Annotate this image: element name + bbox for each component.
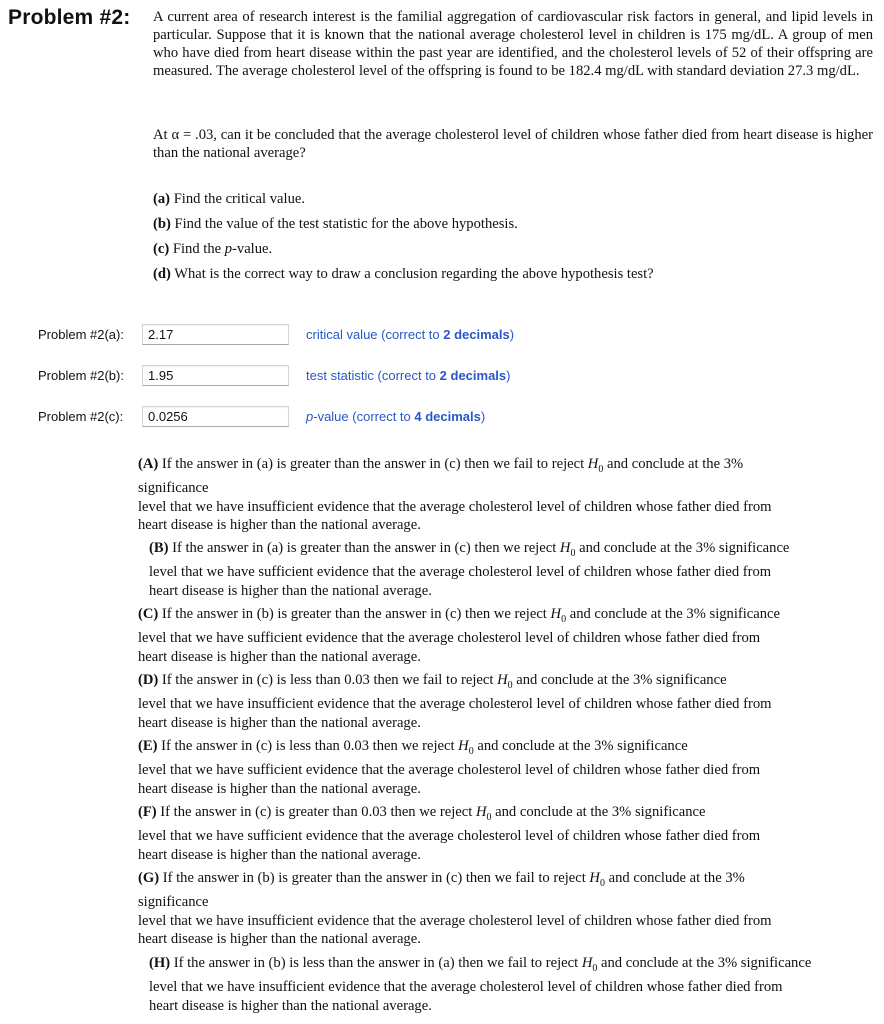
option-text-line: heart disease is higher than the national average.	[138, 780, 421, 797]
answer-label: Problem #2(a):	[38, 327, 124, 342]
option-text-line: significance	[138, 894, 209, 911]
part-a	[153, 191, 305, 208]
option-text-cont: and conclude at the 3%	[604, 870, 745, 886]
h0-symbol: $H_0$	[559, 540, 576, 559]
part-d	[153, 266, 654, 283]
option-text: If the answer in (a) is greater than the answer in (c) then we reject	[172, 540, 560, 556]
hint-text: test statistic (correct to	[306, 368, 440, 383]
option-text: If the answer in (c) is less than 0.03 then we reject	[161, 738, 459, 754]
option-text-line: heart disease is higher than the national average.	[149, 582, 432, 599]
option-text-line: level that we have sufficient evidence that the average cholesterol level of children whose father died from	[138, 828, 761, 845]
option-text-line: heart disease is higher than the national average.	[138, 648, 421, 665]
hint-text: critical value (correct to	[306, 327, 444, 342]
option-e[interactable]	[138, 737, 878, 798]
option-text-cont: and conclude at the 3% significance	[491, 804, 706, 820]
part-label: (b)	[153, 216, 171, 232]
option-text-line: level that we have insufficient evidence that the average cholesterol level of children whose father died from	[138, 498, 772, 515]
option-text-line: level that we have sufficient evidence that the average cholesterol level of children whose father died from	[138, 762, 761, 779]
hint-close: )	[480, 409, 486, 424]
h0-symbol: $H_0$	[475, 804, 492, 823]
option-text: If the answer in (c) is greater than 0.03 then we reject	[160, 804, 476, 820]
answer-hint	[306, 327, 514, 342]
option-f[interactable]	[138, 803, 878, 864]
hint-italic: p	[306, 409, 314, 424]
option-text-line: level that we have sufficient evidence that the average cholesterol level of children whose father died from	[149, 564, 772, 581]
option-label: (C)	[138, 606, 159, 622]
option-text-line: heart disease is higher than the national average.	[138, 931, 421, 948]
option-text-line: level that we have insufficient evidence that the average cholesterol level of children whose father died from	[149, 979, 783, 996]
answer-input-b[interactable]	[142, 365, 289, 386]
part-text-italic: p	[224, 241, 233, 257]
option-text-line: level that we have sufficient evidence that the average cholesterol level of children whose father died from	[138, 630, 761, 647]
part-b	[153, 216, 518, 233]
option-text-cont: and conclude at the 3% significance	[575, 540, 790, 556]
option-text: If the answer in (b) is greater than the answer in (c) then we fail to reject	[162, 870, 590, 886]
h0-symbol: $H_0$	[587, 456, 604, 475]
option-text: If the answer in (a) is greater than the answer in (c) then we fail to reject	[161, 456, 588, 472]
answer-hint	[306, 368, 511, 383]
option-label: (E)	[138, 738, 158, 754]
problem-statement: A current area of research interest is the familial aggregation of cardiovascular risk factors in general, and lipid levels in particular. Suppose that it is known that the national average cholesterol level in children is 175 mg/dL. A group of men who have died from heart disease within the past year are identified, and the cholesterol levels of 52 of their offspring are measured. The average cholesterol level of the offspring is found to be 182.4 mg/dL with standard deviation 27.3 mg/dL.	[153, 9, 873, 79]
hint-precision: 4 decimals	[414, 409, 481, 424]
option-label: (G)	[138, 870, 160, 886]
option-text: If the answer in (b) is less than the answer in (a) then we fail to reject	[173, 955, 582, 971]
part-text: Find the	[172, 241, 225, 257]
option-text-line: heart disease is higher than the national average.	[138, 846, 421, 863]
option-h[interactable]	[149, 954, 879, 1015]
part-c	[153, 241, 272, 258]
option-text-cont: and conclude at the 3% significance	[566, 606, 781, 622]
problem-question: At α = .03, can it be concluded that the average cholesterol level of children whose father died from heart disease is higher than the national average?	[153, 127, 873, 161]
option-b[interactable]	[149, 539, 879, 600]
option-label: (H)	[149, 955, 171, 971]
hint-close: )	[509, 327, 515, 342]
part-label: (c)	[153, 241, 170, 257]
option-text-line: heart disease is higher than the national average.	[138, 714, 421, 731]
part-text: Find the value of the test statistic for the above hypothesis.	[174, 216, 518, 232]
option-text-cont: and conclude at the 3% significance	[597, 955, 812, 971]
option-text-cont: and conclude at the 3% significance	[512, 672, 727, 688]
answer-label: Problem #2(b):	[38, 368, 124, 383]
h0-symbol: $H_0$	[581, 955, 598, 974]
option-text-line: significance	[138, 480, 209, 497]
option-a[interactable]	[138, 455, 878, 535]
option-g[interactable]	[138, 869, 878, 949]
part-text-suffix: -value.	[232, 241, 273, 257]
hint-text: -value (correct to	[313, 409, 415, 424]
option-label: (F)	[138, 804, 157, 820]
option-c[interactable]	[138, 605, 878, 666]
option-text-line: heart disease is higher than the national average.	[149, 997, 432, 1014]
option-text: If the answer in (c) is less than 0.03 then we fail to reject	[161, 672, 498, 688]
problem-title: Problem #2:	[8, 6, 131, 29]
option-d[interactable]	[138, 671, 878, 732]
option-text-line: level that we have insufficient evidence that the average cholesterol level of children whose father died from	[138, 912, 772, 929]
option-text-cont: and conclude at the 3% significance	[473, 738, 688, 754]
hint-precision: 2 decimals	[443, 327, 510, 342]
part-text: What is the correct way to draw a conclusion regarding the above hypothesis test?	[174, 266, 654, 282]
h0-symbol: $H_0$	[589, 870, 605, 889]
hint-precision: 2 decimals	[439, 368, 507, 383]
answer-hint	[306, 409, 485, 424]
option-text: If the answer in (b) is greater than the answer in (c) then we reject	[161, 606, 551, 622]
part-label: (d)	[153, 266, 171, 282]
h0-symbol: $H_0$	[458, 738, 474, 757]
option-label: (D)	[138, 672, 159, 688]
option-label: (A)	[138, 456, 159, 472]
answer-input-a[interactable]	[142, 324, 289, 345]
answer-label: Problem #2(c):	[38, 409, 124, 424]
option-text-line: heart disease is higher than the national average.	[138, 517, 421, 534]
part-text: Find the critical value.	[173, 191, 305, 207]
part-label: (a)	[153, 191, 171, 207]
option-label: (B)	[149, 540, 169, 556]
option-text-line: level that we have insufficient evidence that the average cholesterol level of children whose father died from	[138, 696, 772, 713]
hint-close: )	[506, 368, 511, 383]
h0-symbol: $H_0$	[497, 672, 513, 691]
answer-input-c[interactable]	[142, 406, 289, 427]
option-text-cont: and conclude at the 3%	[603, 456, 744, 472]
h0-symbol: $H_0$	[550, 606, 567, 625]
